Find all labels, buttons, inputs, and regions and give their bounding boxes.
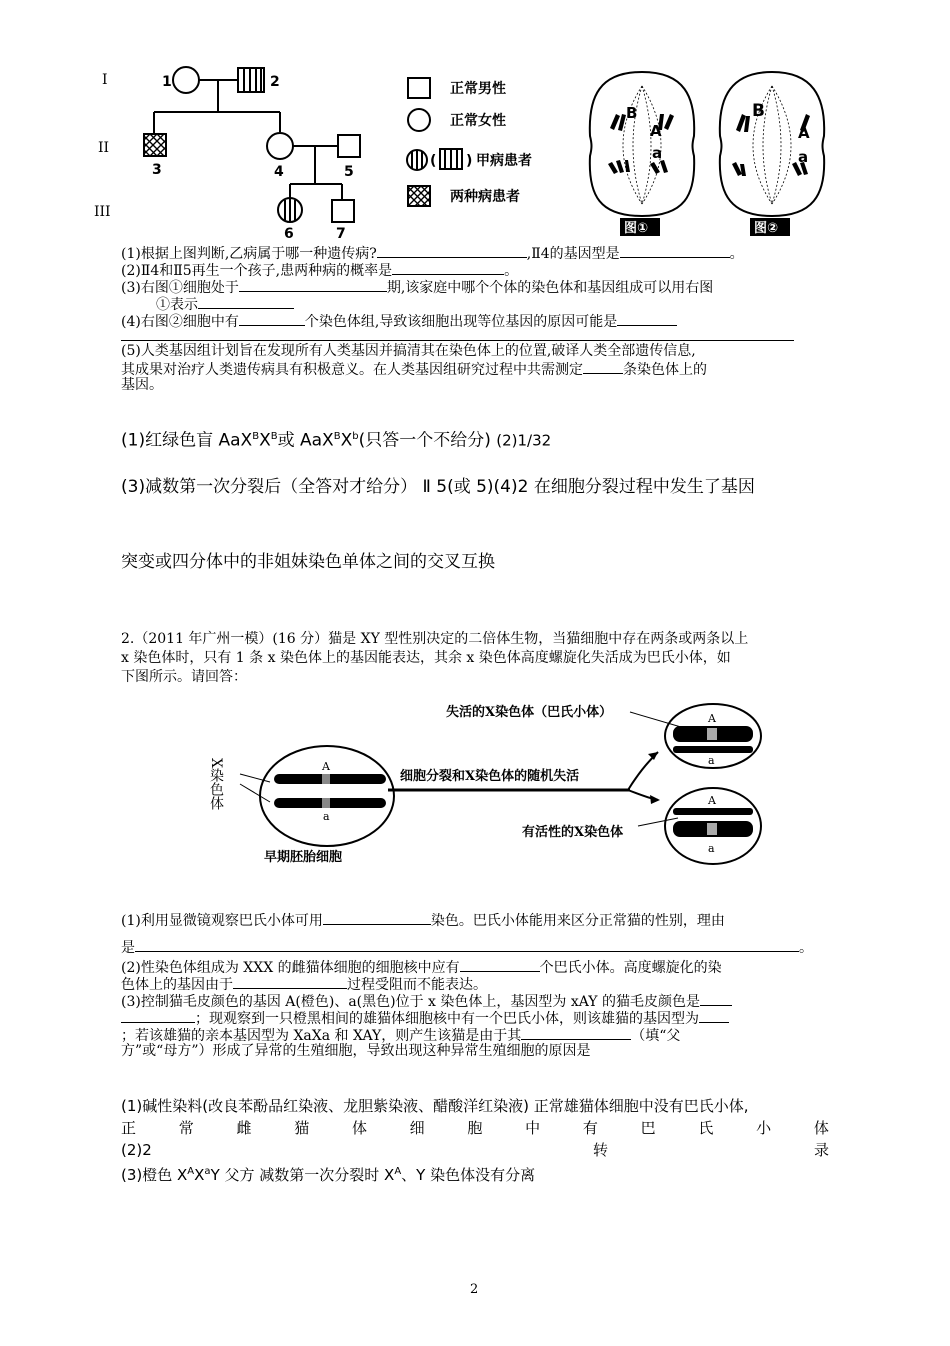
a1-line-1: (1)红绿色盲 $AaX^BX^B$或 $AaX^BX^b$(只答一个不给分) (2)1/32 — [121, 430, 552, 451]
q1-line-3b: ①表示 — [156, 295, 294, 314]
svg-text:3: 3 — [152, 162, 162, 178]
svg-text:A: A — [708, 712, 716, 725]
page-number: 2 — [470, 1282, 479, 1297]
q1-line-3: (3)右图①细胞处于 期,该家庭中哪个个体的染色体和基因组成可以用右图 — [121, 280, 714, 296]
svg-text:7: 7 — [336, 226, 346, 242]
svg-text:正常男性: 正常男性 — [450, 81, 506, 97]
q2-line-1: (1)利用显微镜观察巴氏小体可用 染色。巴氏小体能用来区分正常猫的性别，理由 — [121, 913, 725, 929]
fig-label-1: 图① — [624, 221, 649, 236]
svg-text:2: 2 — [270, 74, 280, 90]
svg-text:1: 1 — [162, 74, 172, 90]
q1-line-2: (2)Ⅱ4和Ⅱ5再生一个孩子,患两种病的概率是 。 — [121, 263, 519, 279]
svg-text:a: a — [708, 842, 715, 855]
svg-text:甲病患者: 甲病患者 — [476, 153, 532, 169]
svg-text:a: a — [323, 810, 330, 823]
svg-text:有活性的X染色体: 有活性的X染色体 — [522, 825, 624, 840]
q1-line-4: (4)右图②细胞中有 个染色体组,导致该细胞出现等位基因的原因可能是 — [121, 312, 677, 331]
svg-text:a: a — [798, 148, 809, 166]
svg-text:X染色体: X染色体 — [208, 758, 224, 810]
gen-label-2: II — [98, 140, 110, 156]
svg-text:A: A — [650, 122, 662, 140]
q2-line-8: 方”或“母方”）形成了异常的生殖细胞，导致出现这种异常生殖细胞的原因是 — [121, 1043, 591, 1059]
q1-line-5: (5)人类基因组计划旨在发现所有人类基因并搞清其在染色体上的位置,破译人类全部遗传信息, — [121, 343, 696, 359]
q2-line-6: ；现观察到一只橙黑相间的雄猫体细胞核中有一个巴氏小体，则该雄猫的基因型为 — [121, 1009, 729, 1028]
svg-text:失活的X染色体（巴氏小体）: 失活的X染色体（巴氏小体） — [446, 705, 613, 720]
svg-text:6: 6 — [284, 226, 294, 242]
svg-text:细胞分裂和X染色体的随机失活: 细胞分裂和X染色体的随机失活 — [400, 769, 580, 784]
q2-intro-3: 下图所示。请回答： — [121, 669, 247, 685]
gen-label-3: III — [94, 204, 111, 220]
svg-text:5: 5 — [344, 164, 354, 180]
svg-text:a: a — [652, 144, 663, 162]
svg-text:B: B — [752, 101, 765, 121]
a1-line-3: 突变或四分体中的非姐妹染色单体之间的交叉互换 — [121, 552, 495, 572]
q1-line-6: 其成果对治疗人类遗传病具有积极意义。在人类基因组研究过程中共需测定 条染色体上的 — [121, 362, 707, 378]
q2-line-7: ；若该雄猫的亲本基因型为 XaXa 和 XAY，则产生该猫是由于其 （填“父 — [121, 1028, 681, 1044]
q1-line-7: 基因。 — [121, 377, 163, 393]
svg-text:B: B — [626, 104, 638, 122]
svg-text:4: 4 — [274, 164, 284, 180]
gen-label-1: I — [102, 72, 108, 88]
svg-text:): ) — [466, 153, 473, 169]
q2-line-4: 色体上的基因由于 过程受阻而不能表达。 — [121, 977, 487, 993]
cell-figures — [584, 66, 834, 238]
svg-text:正常女性: 正常女性 — [450, 113, 506, 129]
a2-line-3: (2)2 转 录 — [121, 1141, 829, 1159]
q2-line-3: (2)性染色体组成为 XXX 的雌猫体细胞的细胞核中应有 个巴氏小体。高度螺旋化的染 — [121, 960, 722, 976]
barr-body-figure — [210, 694, 750, 874]
svg-text:早期胚胎细胞: 早期胚胎细胞 — [264, 850, 343, 865]
fig-label-2: 图② — [754, 221, 779, 236]
a2-line-2: 正 常 雌 猫 体 细 胞 中 有 巴 氏 小 体 — [121, 1119, 829, 1137]
svg-text:A: A — [322, 760, 330, 773]
svg-text:A: A — [798, 124, 810, 142]
q2-line-2: 是 。 — [121, 940, 813, 956]
q1-long-blank — [121, 340, 794, 341]
svg-text:A: A — [708, 794, 716, 807]
a2-line-1: (1)碱性染料(改良苯酚品红染液、龙胆紫染液、醋酸洋红染液) 正常雄猫体细胞中没有巴氏小体, — [121, 1097, 749, 1115]
a2-line-4: (3)橙色 $X^AX^aY$ 父方 减数第一次分裂时 $X^A$、Y 染色体没有分离 — [121, 1166, 536, 1184]
svg-text:a: a — [708, 754, 715, 767]
pedigree-figure — [90, 60, 600, 240]
q2-intro-2: x 染色体时，只有 1 条 x 染色体上的基因能表达，其余 x 染色体高度螺旋化失活成为巴氏小体，如 — [121, 650, 731, 666]
q2-line-5: (3)控制猫毛皮颜色的基因 A(橙色)、a(黑色)位于 x 染色体上，基因型为 xAY 的猫毛皮颜色是 — [121, 992, 732, 1011]
svg-text:两种病患者: 两种病患者 — [450, 189, 520, 205]
q2-intro-1: 2.（2011 年广州一模）(16 分）猫是 XY 型性别决定的二倍体生物，当猫细胞中存在两条或两条以上 — [121, 631, 749, 647]
svg-text:(: ( — [430, 153, 437, 169]
q1-line-1: (1)根据上图判断,乙病属于哪一种遗传病? ,Ⅱ4的基因型是 。 — [121, 246, 744, 262]
a1-line-2: (3)减数第一次分裂后（全答对才给分） Ⅱ 5(或 5)(4)2 在细胞分裂过程中发生了基因 — [121, 477, 755, 497]
